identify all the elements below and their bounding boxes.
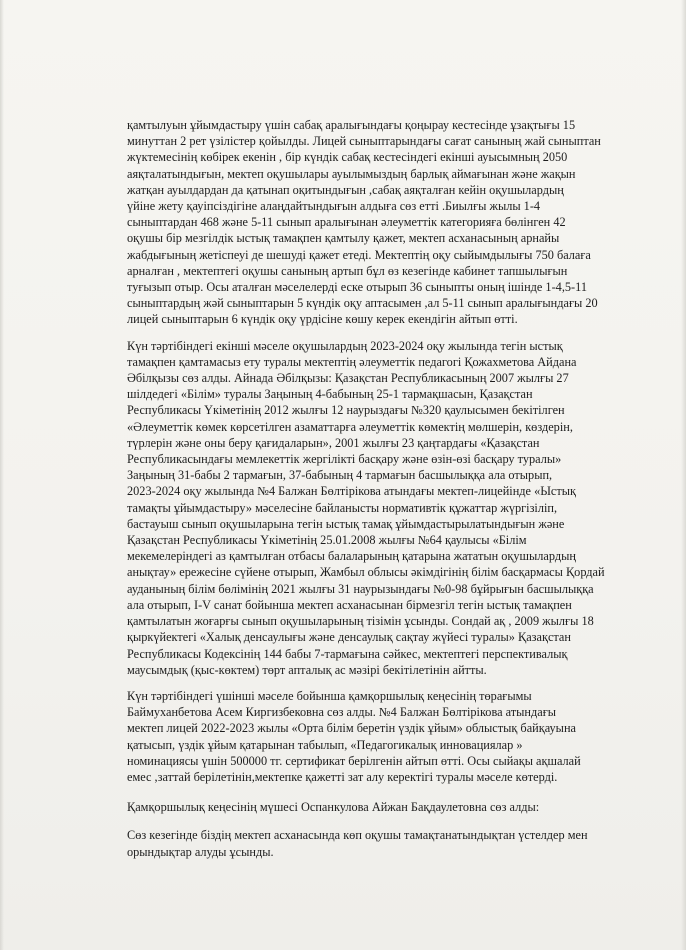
- text-line: минуттан 2 рет үзілістер қойылды. Лицей сыныптарындағы сағат санының жай сыныптан: [127, 134, 601, 149]
- text-line: тамақпен қамтамасыз ету туралы мектептің әлеуметтік педагогі Қожахметова Айдана: [127, 354, 577, 369]
- text-line: маусымдық (қыс-көктем) төрт апталық ас мәзірі бекітілетінін айтты.: [127, 662, 487, 677]
- paragraph-free-hot-meals: [127, 338, 605, 678]
- text-line: аяқталатындығын, мектеп оқушылары ауылымыздың барлық аймағынан және жақын: [127, 166, 576, 181]
- text-line: Әбілқызы сөз алды. Айнада Әбілқызы: Қазақстан Республикасының 2007 жылғы 27: [127, 371, 569, 386]
- text-line: сыныптардан 468 және 5-11 сынып аралығынан әлеуметтік категорияға бөлінген 42: [127, 215, 566, 230]
- text-line: лицей сыныптарын 6 күндік оқу үрдісіне көшу керек екендігін айтып өтті.: [127, 312, 518, 327]
- text-line: 2023-2024 оқу жылында №4 Балжан Бөлтірікова атындағы мектеп-лицейінде «Ыстық: [127, 484, 577, 499]
- text-line: мекемелеріндегі аз қамтылған отбасы балаларының қатарына жататын оқушылардың: [127, 549, 576, 564]
- text-line: жабдығының жетіспеуі де шешуді қажет етеді. Мектептің оқу сыйымдылығы 750 балаға: [127, 247, 591, 262]
- text-line: ауданының білім бөлімінің 2021 жылғы 31 наурызындағы №0-98 бұйрығын басшылыққа: [127, 581, 594, 596]
- text-line: түрлерін және оны беру қағидаларын», 2001 жылғы 23 қаңтардағы «Қазақстан: [127, 435, 540, 450]
- scan-edge-left: [0, 0, 4, 950]
- text-line: қамтылатын жоғарғы сынып оқушыларының тізімін ұсынды. Сондай ақ , 2009 жылғы 18: [127, 614, 594, 629]
- text-line: үйіне жету қауіпсіздігіне алаңдайтындығын алдыға сөз етті .Биылғы жылы 1-4: [127, 199, 541, 214]
- text-line: Баймуханбетова Асем Киргизбековна сөз алды. №4 Балжан Бөлтірікова атындағы: [127, 705, 557, 720]
- scan-edge-right: [681, 0, 686, 950]
- text-line: номинациясы үшін 500000 тг. сертификат берілгенін айтып өтті. Осы сыйақы ақшалай: [127, 753, 581, 768]
- paragraph-trustee-council-award: [127, 688, 587, 785]
- text-line: ала отырып, I-V санат бойынша мектеп асханасынан бірмезгіл тегін ыстық тамақпен: [127, 597, 572, 612]
- text-line: Сөз кезегінде біздің мектеп асханасында көп оқушы тамақтанатындықтан үстелдер мен: [127, 828, 588, 843]
- text-line: жатқан ауылдардан да қатынап оқитындығын ,сабақ аяқталған кейін оқушылардың: [127, 182, 564, 197]
- text-line: орындықтар алуды ұсынды.: [127, 844, 274, 859]
- paragraph-council-member-speech: [127, 799, 587, 815]
- document-body: [127, 117, 605, 860]
- text-line: Республикасындағы мемлекеттік жергілікті басқару және өзін-өзі басқару туралы»: [127, 452, 562, 467]
- text-line: тамақты ұйымдастыру» мәселесіне байланысты нормативтік құжаттар жүргізіліп,: [127, 500, 558, 515]
- text-line: Республикасы Үкіметінің 2012 жылғы 12 наурыздағы №320 қаулысымен бекітілген: [127, 403, 565, 418]
- text-line: бастауыш сынып оқушыларына тегін ыстық тамақ ұйымдастырылатындығын және: [127, 516, 565, 531]
- text-line: қатысып, үздік ұйым қатарынан табылып, «Педагогикалық инновациялар »: [127, 737, 523, 752]
- text-line: анықтау» ережесіне сүйене отырып, Жамбыл облысы әкімдігінің білім басқармасы Қордай: [127, 565, 605, 580]
- text-line: Қамқоршылық кеңесінің мүшесі Оспанкулова Айжан Бақдаулетовна сөз алды:: [127, 800, 540, 815]
- text-line: емес ,заттай берілетінін,мектепке қажетті зат алу керектігі туралы мәселе көтерді.: [127, 769, 558, 784]
- text-line: қыркүйектегі «Халық денсаулығы және денсаулық сақтау жүйесі туралы» Қазақстан: [127, 630, 571, 645]
- text-line: жүктемесінің көбірек екенін , бір күндік сабақ кестесіндегі екінші ауысымның 2050: [127, 150, 568, 165]
- paragraph-canteen-furniture: [127, 827, 587, 859]
- text-line: Заңының 31-бабы 2 тармағын, 37-бабының 4 тармағын басшылыққа ала отырып,: [127, 468, 553, 483]
- text-line: оқушы бір мезгілдік ыстық тамақпен қамтылу қажет, мектеп асханасының арнайы: [127, 231, 560, 246]
- text-line: Күн тәртібіндегі үшінші мәселе бойынша қамқоршылық кеңесінің төрағымы: [127, 688, 532, 703]
- text-line: мектеп лицей 2022-2023 жылы «Орта білім беретін үздік ұйым» облыстық байқауына: [127, 721, 576, 736]
- text-line: Қазақстан Республикасы Үкіметінің 25.01.2008 жылғы №64 қаулысы «Білім: [127, 533, 527, 548]
- text-line: Күн тәртібіндегі екінші мәселе оқушылардың 2023-2024 оқу жылында тегін ыстық: [127, 338, 563, 353]
- text-line: арналған , мектептегі оқушы санының артып бұл өз кезегінде кабинет тапшылығын: [127, 263, 568, 278]
- text-line: шілдедегі «Білім» туралы Заңының 4-бабының 25-1 тармақшасын, Қазақстан: [127, 387, 533, 402]
- text-line: туғызып отыр. Осы аталған мәселелерді еске отырып 36 сыныпты оның ішінде 1-4,5-11: [127, 280, 587, 295]
- text-line: сыныптардың жәй сыныптарын 5 күндік оқу аптасымен ,ал 5-11 сынып аралығындағы 20: [127, 296, 598, 311]
- text-line: «Әлеуметтік көмек көрсетілген азаматтарға әлеуметтік көмектің мөлшерін, көздерін,: [127, 419, 573, 434]
- text-line: қамтылуын ұйымдастыру үшін сабақ аралығындағы қоңырау кестесінде ұзақтығы 15: [127, 118, 576, 132]
- paragraph-class-scheduling: [127, 117, 601, 328]
- text-line: Республикасы Кодексінің 144 бабы 7-тармағына сәйкес, мектептегі перспективалық: [127, 646, 568, 661]
